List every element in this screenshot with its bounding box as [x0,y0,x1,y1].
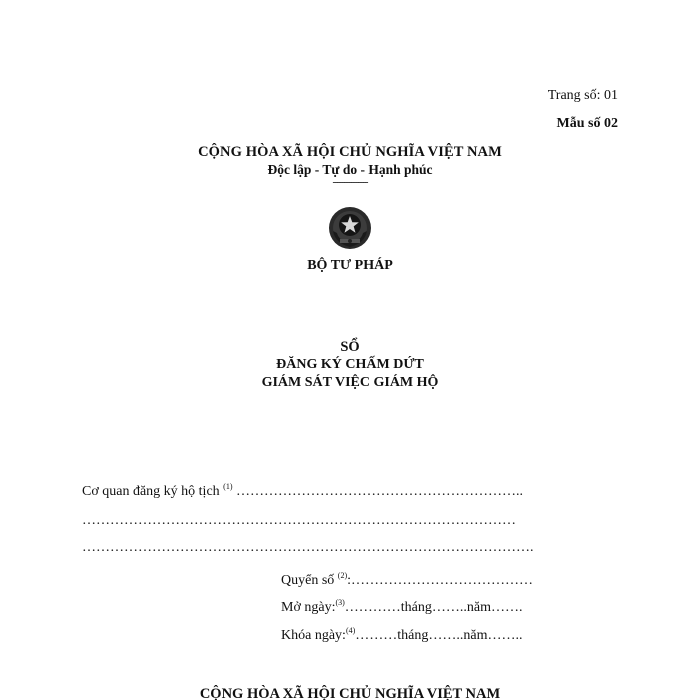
nation-name-repeat: CỘNG HÒA XÃ HỘI CHỦ NGHĨA VIỆT NAM [199,686,501,700]
registration-office-note: (1) [223,482,233,491]
registration-office-label: Cơ quan đăng ký hộ tịch [82,484,220,499]
open-date-line [281,600,523,616]
close-date-label: Khóa ngày: [281,628,346,643]
registration-office-line [82,484,523,500]
open-date-note: (3) [335,598,345,607]
book-title-line-1: SỔ [340,339,360,355]
motto-rule: --------------- [332,177,368,188]
dotted-line-2: ………………………………………………………………………………… [82,513,516,528]
book-number-label: Quyển số [281,573,335,588]
nation-motto: Độc lập - Tự do - Hạnh phúc [267,162,433,177]
book-number-dots: :………………………………… [347,573,533,588]
registration-office-dots: …………………………………………………….. [236,484,523,499]
national-emblem-icon [327,205,373,251]
book-title-line-3: GIÁM SÁT VIỆC GIÁM HỘ [261,375,439,390]
open-date-label: Mở ngày: [281,600,336,615]
page-number: Trang số: 01 [547,88,618,103]
close-date-note: (4) [345,626,356,635]
open-date-rest: …………tháng……..năm……. [344,600,523,615]
form-number: Mẫu số 02 [556,116,618,131]
close-date-rest: ………tháng……..năm…….. [355,628,523,643]
nation-name: CỘNG HÒA XÃ HỘI CHỦ NGHĨA VIỆT NAM [198,144,502,160]
ministry-name: BỘ TƯ PHÁP [307,258,393,273]
book-title-line-2: ĐĂNG KÝ CHẤM DỨT [276,357,424,372]
dotted-line-3: ……………………………………………………………………………………. [82,540,534,555]
book-number-line [281,573,533,589]
book-number-note: (2) [337,571,348,580]
close-date-line [281,628,522,644]
